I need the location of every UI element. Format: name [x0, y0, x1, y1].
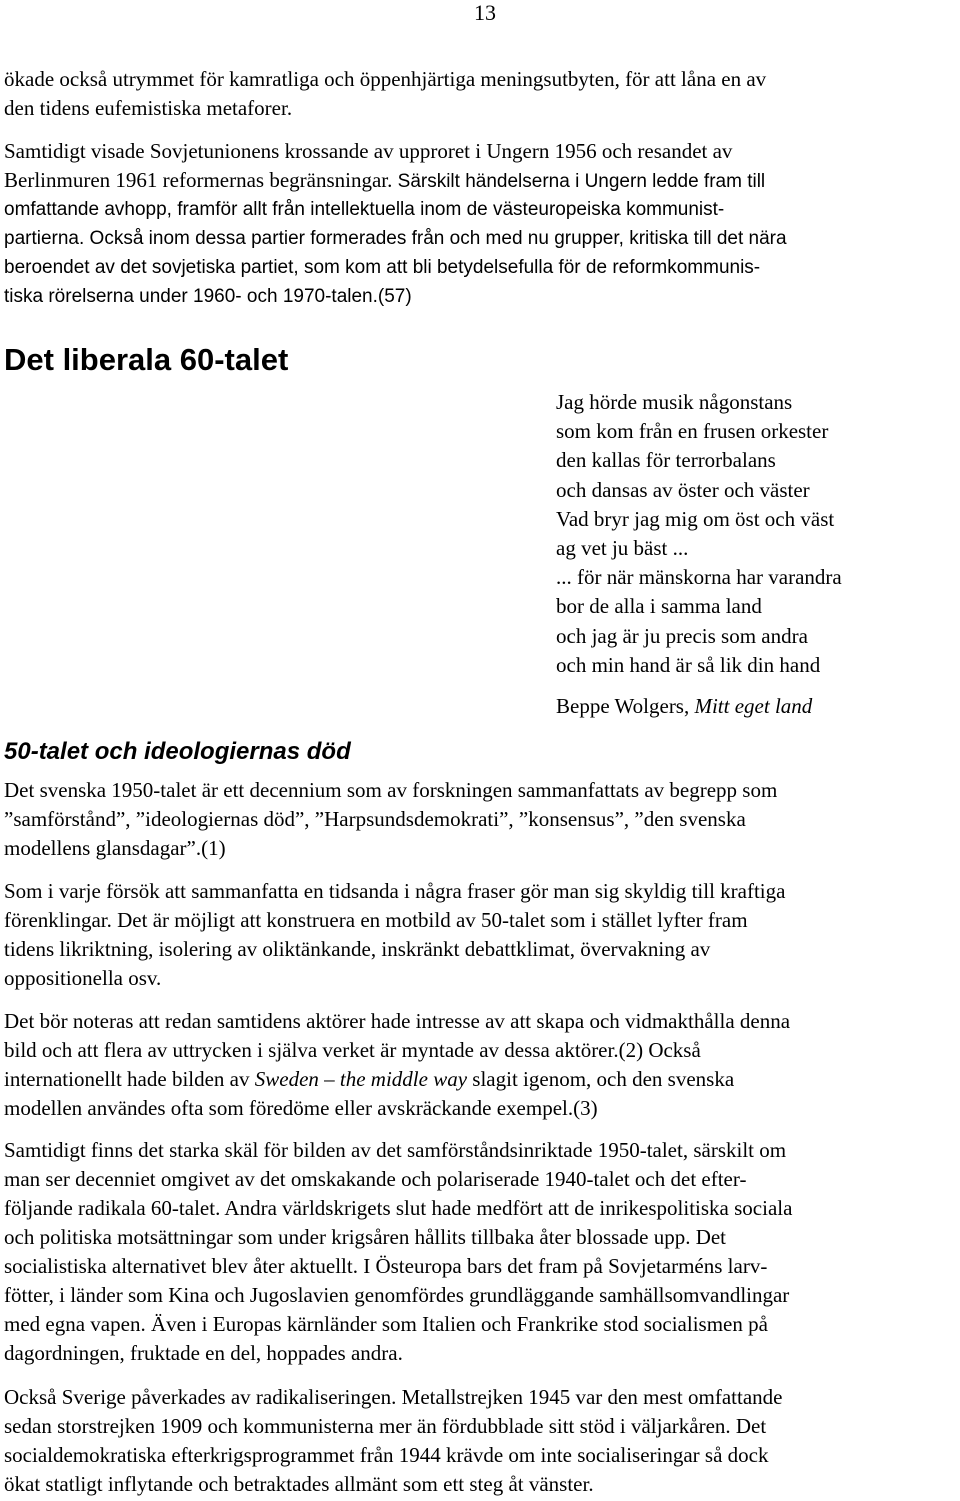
text-line: och politiska motsättningar som under krigsåren hållits tillbaka åter blossade upp. Det: [4, 1225, 727, 1249]
poem-attribution: [556, 692, 812, 721]
text-line: beroendet av det sovjetiska partiet, som kom att bli betydelsefulla för de reformkommunis-: [4, 257, 761, 278]
poem-author: Beppe Wolgers,: [556, 694, 695, 718]
text-line: dagordningen, fruktade en del, hoppades andra.: [4, 1341, 403, 1365]
text-span: slagit igenom, och den svenska: [467, 1067, 735, 1091]
page-number: 13: [474, 0, 496, 25]
text-line: förenklingar. Det är möjligt att konstruera en motbild av 50-talet som i stället lyfter fram: [4, 908, 748, 932]
poem-line: ag vet ju bäst ...: [556, 535, 689, 560]
intro-paragraph: [4, 65, 956, 123]
text-line: Det svenska 1950-talet är ett decennium som av forskningen sammanfattats av begrepp som: [4, 778, 778, 802]
text-line: oppositionella osv.: [4, 966, 162, 990]
poem-line: och min hand är så lik din hand: [556, 652, 821, 677]
paragraph-tidsanda: [4, 877, 956, 993]
paragraph-skal: [4, 1136, 956, 1368]
poem-line: och jag är ju precis som andra: [556, 623, 808, 648]
text-line: följande radikala 60-talet. Andra världskrigets slut hade medfört att de inrikespolitiska sociala: [4, 1196, 793, 1220]
text-line: tiska rörelserna under 1960- och 1970-talen.(57): [4, 286, 412, 307]
text-line: Också Sverige påverkades av radikaliseringen. Metallstrejken 1945 var den mest omfattande: [4, 1385, 783, 1409]
poem-line: bor de alla i samma land: [556, 594, 762, 619]
text-line: fötter, i länder som Kina och Jugoslavien genomfördes grundläggande samhällsomvandlingar: [4, 1283, 790, 1307]
text-span: partierna.: [4, 228, 90, 249]
poem-line: Vad bryr jag mig om öst och väst: [556, 506, 835, 531]
poem-work-title: Mitt eget land: [694, 694, 813, 718]
text-line: man ser decenniet omgivet av det omskakande och polariserade 1940-talet och det efter-: [4, 1167, 747, 1191]
paragraph-aktorer: [4, 1007, 956, 1123]
poem-line: och dansas av öster och väster: [556, 477, 810, 502]
text-line: sedan storstrejken 1909 och kommunisterna mer än fördubblade sitt stöd i väljarkåren. Det: [4, 1414, 767, 1438]
text-line: modellens glansdagar”.(1): [4, 836, 226, 860]
text-line: socialistiska alternativet blev åter aktuellt. I Östeuropa bars det fram på Sovjetarméns larv-: [4, 1254, 768, 1278]
poem-quote: [556, 388, 956, 680]
heading-fifties: 50-talet och ideologiernas död: [4, 738, 351, 765]
text-span: internationellt hade bilden av: [4, 1067, 255, 1091]
poem-line: som kom från en frusen orkester: [556, 419, 829, 444]
text-line: omfattande avhopp, framför allt från intellektuella inom de västeuropeiska kommunist-: [4, 199, 725, 220]
heading-liberal-sixties: Det liberala 60-talet: [4, 342, 289, 377]
text-line: den tidens eufemistiska metaforer.: [4, 96, 293, 120]
poem-line: Jag hörde musik någonstans: [556, 390, 793, 414]
text-line: modellen användes ofta som föredöme eller avskräckande exempel.(3): [4, 1096, 598, 1120]
text-line: Samtidigt finns det starka skäl för bilden av det samförståndsinriktade 1950-talet, särskilt om: [4, 1138, 787, 1162]
poem-line: ... för när mänskorna har varandra: [556, 565, 842, 590]
text-line: ökade också utrymmet för kamratliga och öppenhjärtiga meningsutbyten, för att låna en av: [4, 67, 767, 91]
text-line: ”samförstånd”, ”ideologiernas död”, ”Harpsundsdemokrati”, ”konsensus”, ”den svenska: [4, 807, 746, 831]
text-line: bild och att flera av uttrycken i själva verket är myntade av dessa aktörer.(2) Också: [4, 1038, 701, 1062]
poem-line: den kallas för terrorbalans: [556, 448, 776, 473]
text-span: Också inom dessa partier formerades från och med nu grupper, kritiska till det nära: [89, 228, 787, 249]
paragraph-1950s: [4, 776, 956, 863]
text-line: Det bör noteras att redan samtidens aktörer hade intresse av att skapa och vidmakthålla denna: [4, 1009, 791, 1033]
text-line: tidens likriktning, isolering av oliktänkande, inskränkt debattklimat, övervakning av: [4, 937, 711, 961]
text-span: Berlinmuren 1961 reformernas begränsningar.: [4, 168, 398, 192]
book-title: Sweden – the middle way: [254, 1067, 468, 1091]
text-line: med egna vapen. Även i Europas kärnländer som Italien och Frankrike stod socialismen på: [4, 1312, 768, 1336]
paragraph-sverige: [4, 1383, 956, 1499]
text-line: ökat statligt inflytande och betraktades allmänt som ett steg åt vänster.: [4, 1472, 594, 1496]
text-line: socialdemokratiska efterkrigsprogrammet från 1944 krävde om inte socialiseringar så dock: [4, 1443, 769, 1467]
soviet-paragraph: [4, 137, 956, 311]
text-line: Som i varje försök att sammanfatta en tidsanda i några fraser gör man sig skyldig till kraftiga: [4, 879, 786, 903]
text-span: Särskilt händelserna i Ungern ledde fram till: [397, 171, 766, 192]
text-line: Samtidigt visade Sovjetunionens krossande av upproret i Ungern 1956 och resandet av: [4, 139, 733, 163]
